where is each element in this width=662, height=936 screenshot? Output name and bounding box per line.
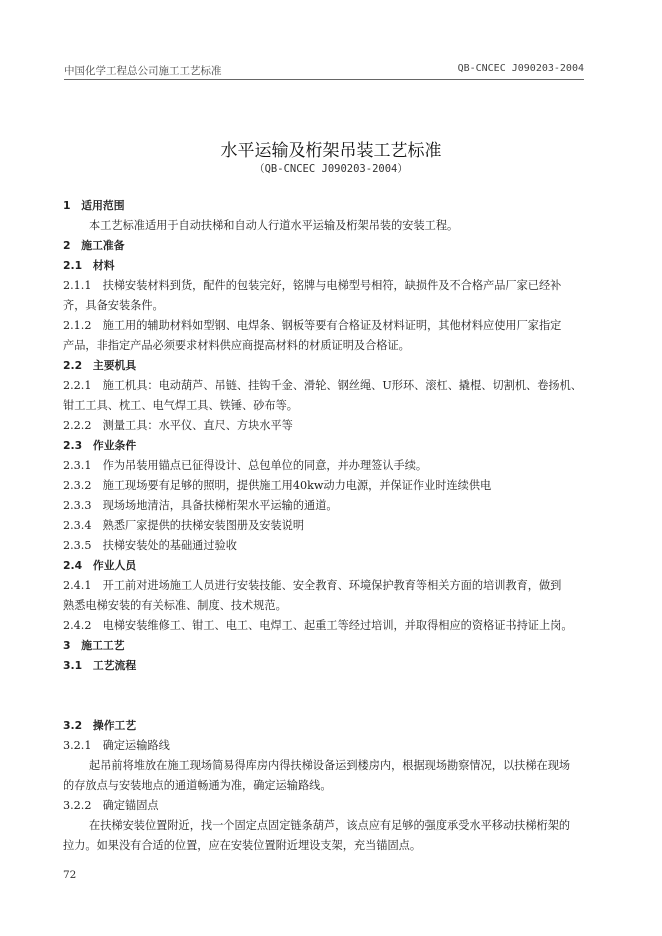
section-2-3-heading: 2.3 作业条件: [63, 439, 137, 452]
section-2-heading: 2 施工准备: [63, 239, 125, 252]
paragraph-2-4-2: 2.4.2 电梯安装维修工、钳工、电工、电焊工、起重工等经过培训，并取得相应的资格证书持证上岗。: [63, 619, 573, 632]
paragraph-3-2-1-heading: 3.2.1 确定运输路线: [63, 739, 170, 752]
paragraph-3-2-2-heading: 3.2.2 确定锚固点: [63, 799, 159, 812]
section-1-text: 本工艺标准适用于自动扶梯和自动人行道水平运输及桁架吊装的安装工程。: [89, 219, 459, 232]
section-3-2-heading: 3.2 操作工艺: [63, 719, 137, 732]
paragraph-2-3-4: 2.3.4 熟悉厂家提供的扶梯安装图册及安装说明: [63, 519, 305, 532]
section-2-1-heading: 2.1 材料: [63, 259, 115, 272]
process-flow-blank-space: [63, 676, 585, 716]
paragraph-2-2-2: 2.2.2 测量工具：水平仪、直尺、方块水平等: [63, 419, 293, 432]
paragraph-2-1-2-line-1: 2.1.2 施工用的辅助材料如型钢、电焊条、钢板等要有合格证及材料证明，其他材料应使用厂家指定: [63, 319, 562, 332]
paragraph-2-1-1-line-2: 齐，具备安装条件。: [63, 299, 164, 312]
paragraph-2-3-2: 2.3.2 施工现场要有足够的照明，提供施工用40kw动力电源，并保证作业时连续供电: [63, 479, 492, 492]
header-standard-code: QB-CNCEC J090203-2004: [457, 63, 584, 74]
paragraph-2-3-1: 2.3.1 作为吊装用锚点已征得设计、总包单位的同意，并办理签认手续。: [63, 459, 428, 472]
paragraph-2-1-2-line-2: 产品，非指定产品必须要求材料供应商提高材料的材质证明及合格证。: [63, 339, 410, 352]
section-3-1-heading: 3.1 工艺流程: [63, 659, 137, 672]
paragraph-2-2-1-line-1: 2.2.1 施工机具：电动葫芦、吊链、挂钩千金、滑轮、钢丝绳、U形环、滚杠、撬棍、切割机、卷扬机、: [63, 379, 582, 392]
paragraph-2-4-1-line-1: 2.4.1 开工前对进场施工人员进行安装技能、安全教育、环境保护教育等相关方面的培训教育，做到: [63, 579, 562, 592]
page-number: 72: [63, 869, 77, 881]
section-3-heading: 3 施工工艺: [63, 639, 125, 652]
paragraph-3-2-1-line-2: 的存放点与安装地点的通道畅通为准，确定运输路线。: [63, 779, 332, 792]
paragraph-2-1-1-line-1: 2.1.1 扶梯安装材料到货，配件的包装完好，铭牌与电梯型号相符，缺损件及不合格产品厂家已经补: [63, 279, 562, 292]
document-title: 水平运输及桁架吊装工艺标准: [220, 141, 442, 161]
paragraph-2-2-1-line-2: 钳工工具、枕工、电气焊工具、铁锤、砂布等。: [63, 399, 298, 412]
document-subtitle: （QB-CNCEC J090203-2004）: [254, 163, 408, 175]
paragraph-3-2-1-line-1: 起吊前将堆放在施工现场简易得库房内得扶梯设备运到楼房内，根据现场勘察情况，以扶梯在现场: [89, 759, 571, 772]
document-body: [63, 196, 585, 856]
section-1-heading: 1 适用范围: [63, 199, 125, 212]
running-header: [64, 59, 584, 80]
paragraph-2-3-3: 2.3.3 现场场地清洁，具备扶梯桁架水平运输的通道。: [63, 499, 338, 512]
section-2-4-heading: 2.4 作业人员: [63, 559, 137, 572]
paragraph-3-2-2-line-2: 拉力。如果没有合适的位置，应在安装位置附近埋设支架，充当锚固点。: [63, 839, 422, 852]
paragraph-3-2-2-line-1: 在扶梯安装位置附近，找一个固定点固定链条葫芦，该点应有足够的强度承受水平移动扶梯桁架的: [89, 819, 571, 832]
paragraph-2-3-5: 2.3.5 扶梯安装处的基础通过验收: [63, 539, 237, 552]
section-2-2-heading: 2.2 主要机具: [63, 359, 137, 372]
paragraph-2-4-1-line-2: 熟悉电梯安装的有关标准、制度、技术规范。: [63, 599, 287, 612]
header-publisher: 中国化学工程总公司施工工艺标准: [64, 65, 222, 77]
